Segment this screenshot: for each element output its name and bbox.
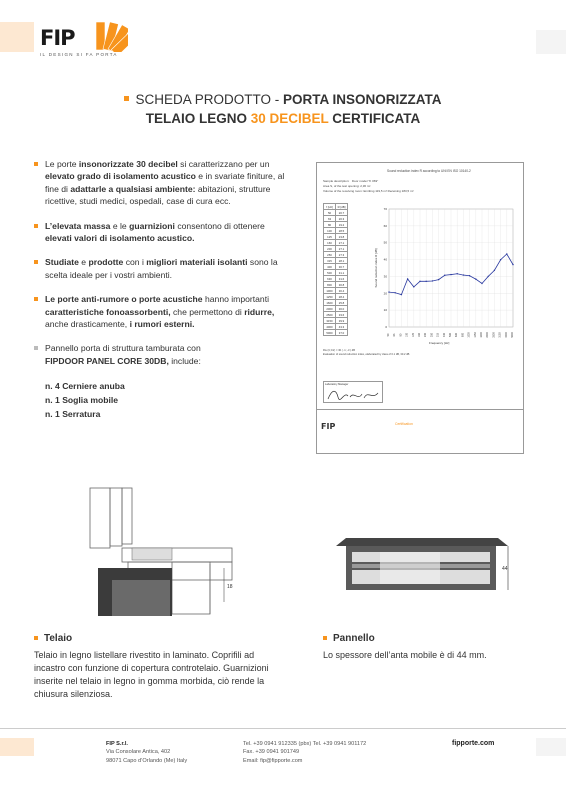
feature-item: Studiate e prodotte con i migliori materiali isolanti sono la scelta ideale per i vostri ambienti. [34, 256, 290, 281]
table-cell: 30.4 [336, 288, 348, 294]
x-tick-label: 200 [424, 333, 428, 337]
data-point [475, 278, 476, 279]
y-tick-label: 50 [383, 240, 387, 245]
x-tick-label: 80 [399, 333, 403, 337]
data-point [512, 264, 513, 265]
x-tick-label: 50 [387, 333, 390, 337]
footer-address: FIP S.r.l. Via Consolare Antica, 402 98071 Capo d’Orlando (Me) Italy [106, 741, 188, 764]
pannello-text: Lo spessore dell’anta mobile è di 44 mm. [323, 650, 487, 660]
table-cell: 23.8 [336, 234, 348, 240]
table-header: R [dB] [336, 204, 348, 210]
data-point [494, 270, 495, 271]
feature-list [34, 158, 290, 421]
table-cell: 37.0 [336, 330, 348, 336]
footer-website-link[interactable]: fipporte.com [452, 740, 495, 747]
table-cell: 2000 [324, 306, 336, 312]
table-cell: 31.6 [336, 276, 348, 282]
kit-description: Pannello porta di struttura tamburata con FIPDOOR PANEL CORE 30DB, include: [34, 342, 290, 367]
table-cell: 27.3 [336, 252, 348, 258]
table-cell: 160 [324, 240, 336, 246]
data-point [444, 275, 445, 276]
table-cell: 25.8 [336, 300, 348, 306]
signature-icon [324, 387, 382, 403]
x-tick-label: 63 [393, 333, 397, 337]
footer-contacts: Tel. +39 0941 912335 (pbx) Tel. +39 0941 901172 Fax. +39 0941 901749 Email: fip@fipporte.com [243, 741, 367, 764]
table-header: f [Hz] [324, 204, 336, 210]
table-cell: 125 [324, 234, 336, 240]
table-cell: 500 [324, 270, 336, 276]
x-tick-label: 100 [405, 333, 409, 337]
pannello-section [323, 632, 533, 662]
panel-section-drawing [330, 534, 516, 594]
footer-divider [0, 728, 566, 729]
certificate-table [323, 203, 348, 336]
data-point [401, 294, 402, 295]
telaio-heading: Telaio [34, 632, 270, 645]
table-cell: 400 [324, 264, 336, 270]
table-cell: 28.1 [336, 258, 348, 264]
certificate-meta: Sample description: Door model "K 069" Area S, of the test opening: 2,36 m² Volume of the receiving room: Emitting 119,5 m³ Receiving 183,5 m³ [323, 179, 414, 193]
x-tick-label: 125 [411, 333, 415, 337]
corner-accent [536, 30, 566, 54]
table-cell: 315 [324, 258, 336, 264]
frame-section-drawing [72, 484, 252, 616]
x-tick-label: 4000 [504, 332, 508, 338]
data-point [463, 274, 464, 275]
table-cell: 80 [324, 222, 336, 228]
x-tick-label: 2500 [492, 332, 496, 338]
feature-item: Le porte anti-rumore o porte acustiche hanno importanti caratteristiche fonoassorbenti, che permettono di ridurre, anche drasticamente, i rumori esterni. [34, 293, 290, 330]
data-point [469, 275, 470, 276]
data-point [457, 273, 458, 274]
corner-accent [0, 22, 34, 52]
kit-item: n. 4 Cerniere anuba [45, 381, 125, 392]
table-cell: 5000 [324, 330, 336, 336]
feature-item: L’elevata massa e le guarnizioni consentono di ottenere elevati valori di isolamento acustico. [34, 220, 290, 245]
panel-dimension: 44 [502, 566, 508, 572]
table-cell: 30.7 [336, 264, 348, 270]
table-cell: 20.7 [336, 210, 348, 216]
data-point [419, 281, 420, 282]
x-tick-label: 500 [449, 333, 452, 337]
y-tick-label: 10 [383, 308, 387, 313]
kit-item: n. 1 Soglia mobile [45, 395, 119, 406]
data-point [438, 279, 439, 280]
kit-item: n. 1 Serratura [45, 409, 101, 420]
table-cell: 20.3 [336, 216, 348, 222]
table-cell: 1000 [324, 288, 336, 294]
table-cell: 630 [324, 276, 336, 282]
table-cell: 27.1 [336, 246, 348, 252]
x-tick-label: 315 [436, 333, 440, 337]
table-cell: 63 [324, 216, 336, 222]
data-point [395, 292, 396, 293]
table-cell: 30.8 [336, 282, 348, 288]
x-tick-label: 250 [430, 333, 434, 337]
corner-accent [0, 738, 34, 756]
title-bullet [124, 96, 129, 101]
data-point [506, 253, 507, 254]
pannello-heading: Pannello [323, 632, 533, 645]
data-point [407, 278, 408, 279]
y-tick-label: 30 [383, 274, 387, 279]
fip-logo [40, 14, 140, 62]
table-cell: 31.1 [336, 270, 348, 276]
data-point [413, 286, 414, 287]
certificate-heading: Sound reduction index R according to UNI EN ISO 10140-2 [387, 169, 471, 173]
table-cell: 4000 [324, 324, 336, 330]
x-tick-label: 160 [418, 333, 421, 337]
fan-logo-icon [94, 16, 128, 52]
table-cell: 1600 [324, 300, 336, 306]
y-tick-label: 40 [383, 257, 387, 262]
x-tick-label: 3150 [498, 332, 502, 338]
table-cell: 28.5 [336, 228, 348, 234]
table-cell: 2500 [324, 312, 336, 318]
table-cell: 3150 [324, 318, 336, 324]
x-tick-label: 5000 [511, 332, 514, 338]
certificate-logo: FIP [321, 422, 336, 431]
y-tick-label: 70 [383, 207, 387, 211]
data-point [426, 281, 427, 282]
y-axis-label: Sound reduction index R [dB] [374, 248, 378, 288]
table-cell: 50 [324, 210, 336, 216]
table-cell: 200 [324, 246, 336, 252]
y-tick-label: 0 [385, 325, 387, 329]
x-tick-label: 800 [461, 333, 465, 337]
data-point [500, 259, 501, 260]
table-cell: 39.9 [336, 318, 348, 324]
frame-dimension: 18 [227, 584, 233, 590]
telaio-section [34, 632, 270, 701]
certificate-notes: Rw (C;Ctr) = 30 ( -1; -3 ) dB Evaluation of sound reduction index, elaborated by class of 0.1 dB, 30.2 dB [323, 349, 410, 356]
data-point [450, 274, 451, 275]
certificate-word: Certification [395, 422, 413, 426]
table-cell: 19.2 [336, 222, 348, 228]
table-cell: 250 [324, 252, 336, 258]
x-tick-label: 1000 [467, 332, 471, 338]
y-tick-label: 20 [383, 291, 387, 296]
x-tick-label: 400 [442, 333, 446, 337]
x-tick-label: 1600 [480, 332, 483, 338]
table-cell: 1250 [324, 294, 336, 300]
corner-accent [536, 738, 566, 756]
table-cell: 100 [324, 228, 336, 234]
certificate-footer [317, 409, 523, 453]
x-tick-label: 630 [455, 333, 459, 337]
x-axis-label: Frequency [Hz] [429, 341, 450, 345]
certificate-image [316, 162, 524, 454]
telaio-text: Telaio in legno listellare rivestito in laminato. Coprifili ad incastro con funzione di copertura controtelaio. Guarnizioni inserite nel telaio in legno in gomma morbida, ciò rende la chiusura silenziosa. [34, 650, 269, 699]
table-cell: 27.1 [336, 240, 348, 246]
logo-wordmark: FIP [40, 26, 75, 50]
table-cell: 43.3 [336, 324, 348, 330]
signature-box: Laboratory Manager [323, 381, 383, 403]
certificate-plot [373, 203, 519, 345]
y-tick-label: 60 [383, 223, 387, 228]
table-cell: 28.4 [336, 294, 348, 300]
table-cell: 33.6 [336, 312, 348, 318]
data-point [481, 283, 482, 284]
table-row [324, 330, 348, 336]
x-tick-label: 2000 [486, 332, 490, 338]
feature-item: Le porte insonorizzate 30 decibel si caratterizzano per un elevato grado di isolamento acustico e in svariate finiture, al fine di adattarle a qualsiasi ambiente: abitazioni, strutture ricettive, studi medici, ospedali, case di cura ecc. [34, 158, 290, 208]
data-point [488, 276, 489, 277]
data-point [388, 291, 389, 292]
table-cell: 30.0 [336, 306, 348, 312]
logo-tagline: IL DESIGN SI FA PORTA [40, 52, 118, 57]
page-title: SCHEDA PRODOTTO - PORTA INSONORIZZATA TELAIO LEGNO 30 DECIBEL CERTIFICATA [0, 92, 566, 126]
data-point [432, 280, 433, 281]
x-tick-label: 1250 [473, 332, 477, 338]
table-cell: 800 [324, 282, 336, 288]
